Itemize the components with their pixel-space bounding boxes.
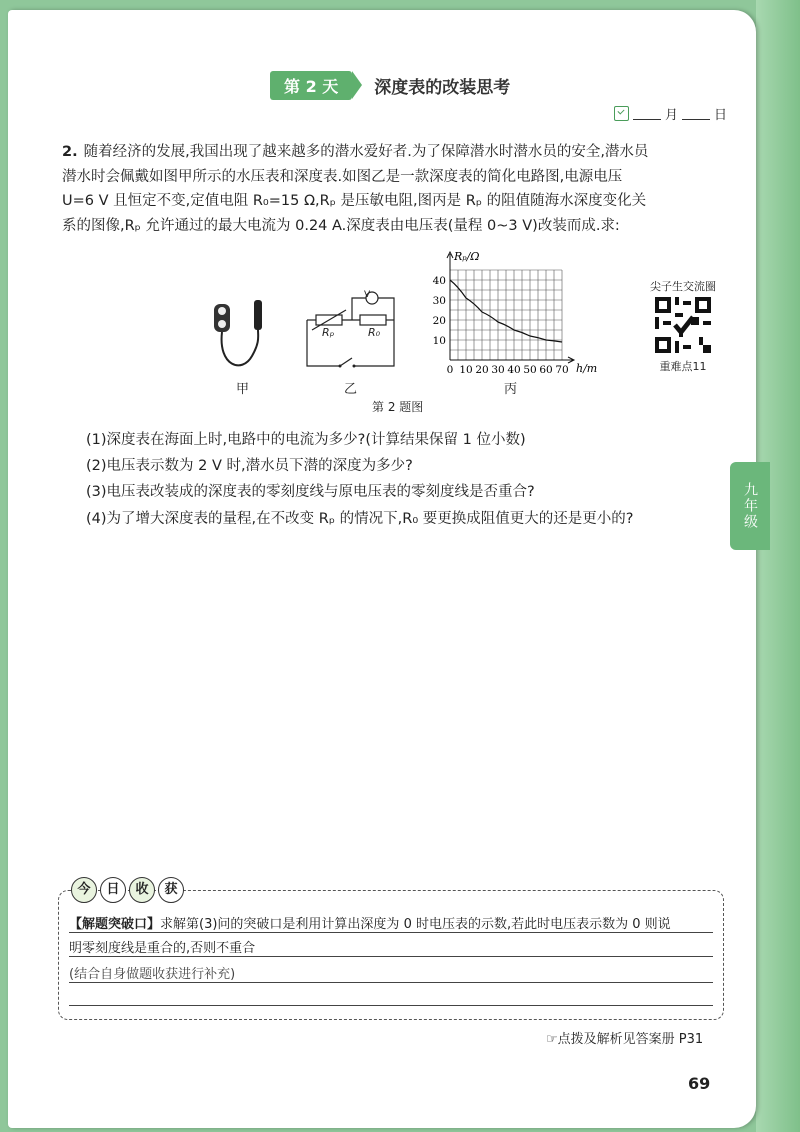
circuit-rp-label: Rₚ: [322, 326, 335, 339]
day-blank[interactable]: [682, 107, 710, 120]
harvest-title-char: 今: [71, 877, 97, 903]
harvest-title-char: 日: [100, 877, 126, 903]
x-axis-label: h/m: [576, 362, 598, 375]
x-tick-label: 30: [491, 364, 505, 376]
x-tick-label: 10: [459, 364, 473, 376]
y-tick-label: 30: [432, 295, 446, 307]
lesson-title: 深度表的改装思考: [374, 77, 511, 98]
x-tick-label: 0: [446, 364, 454, 376]
problem-line-2: 潜水时会佩戴如图甲所示的水压表和深度表.如图乙是一款深度表的简化电路图,电源电压: [62, 168, 623, 185]
question-1: (1)深度表在海面上时,电路中的电流为多少?(计算结果保留 1 位小数): [86, 432, 526, 448]
harvest-tip-line-2: 明零刻度线是重合的,否则不重合: [69, 937, 713, 957]
x-tick-label: 60: [539, 364, 553, 376]
month-label: 月: [665, 108, 679, 123]
figure-caption: 第 2 题图: [372, 400, 424, 414]
day-label: 日: [714, 108, 728, 123]
harvest-title-char: 收: [129, 877, 155, 903]
circuit-diagram: [302, 286, 402, 376]
y-tick-label: 20: [432, 315, 446, 327]
page-number: 69: [688, 1074, 711, 1093]
rp-depth-chart: [428, 248, 598, 376]
green-page-edge: [756, 0, 800, 1132]
circuit-r0-label: R₀: [368, 326, 381, 339]
qr-top-label: 尖子生交流圈: [650, 280, 716, 293]
figure-label-bing: 丙: [504, 382, 518, 397]
problem-line-1: 随着经济的发展,我国出现了越来越多的潜水爱好者.为了保障潜水时潜水员的安全,潜水员: [83, 144, 649, 160]
lesson-header: [270, 70, 510, 100]
calendar-check-icon: [614, 106, 629, 121]
figure-label-jia: 甲: [236, 382, 250, 397]
question-3: (3)电压表改装成的深度表的零刻度线与原电压表的零刻度线是否重合?: [86, 484, 535, 500]
month-blank[interactable]: [633, 107, 661, 120]
y-axis-label: Rₚ/Ω: [454, 250, 480, 263]
depth-gauge-figure: [212, 296, 272, 376]
harvest-blank-line[interactable]: [69, 989, 713, 1006]
date-field: [614, 104, 727, 123]
question-2: (2)电压表示数为 2 V 时,潜水员下潜的深度为多少?: [86, 458, 413, 474]
x-tick-label: 20: [475, 364, 489, 376]
problem-line-3: U=6 V 且恒定不变,定值电阻 R₀=15 Ω,Rₚ 是压敏电阻,图丙是 Rₚ 的阻值随海水深度变化关: [62, 193, 647, 209]
qr-code-icon: [655, 297, 711, 353]
qr-code-block[interactable]: [648, 278, 718, 374]
harvest-tip-line-1: [69, 913, 713, 933]
voltmeter-label: V: [364, 290, 371, 300]
x-tick-label: 70: [555, 364, 569, 376]
figure-label-yi: 乙: [344, 382, 358, 397]
harvest-hint[interactable]: (结合自身做题收获进行补充): [69, 963, 713, 983]
problem-number: 2.: [62, 144, 78, 160]
problem-statement: [62, 140, 718, 238]
problem-line-4: 系的图像,Rₚ 允许通过的最大电流为 0.24 A.深度表由电压表(量程 0~3 V)改装而成.求:: [62, 217, 620, 234]
harvest-title: [71, 877, 184, 903]
y-tick-label: 10: [432, 335, 446, 347]
daily-harvest-box: [58, 882, 724, 1020]
y-tick-label: 40: [432, 275, 446, 287]
harvest-tip-label: 【解题突破口】: [69, 917, 161, 932]
day-badge: 第 2 天: [270, 71, 352, 100]
harvest-title-char: 获: [158, 877, 184, 903]
qr-bottom-label: 重难点11: [659, 360, 707, 373]
answer-reference[interactable]: ☞点拨及解析见答案册 P31: [546, 1032, 704, 1047]
harvest-tip-text-1: 求解第(3)问的突破口是利用计算出深度为 0 时电压表的示数,若此时电压表示数为 0 则说: [160, 917, 671, 932]
x-tick-label: 40: [507, 364, 521, 376]
question-4: (4)为了增大深度表的量程,在不改变 Rₚ 的情况下,R₀ 要更换成阻值更大的还是更小的?: [86, 511, 634, 527]
grade-side-tab[interactable]: 九年级: [730, 462, 770, 550]
x-tick-label: 50: [523, 364, 537, 376]
